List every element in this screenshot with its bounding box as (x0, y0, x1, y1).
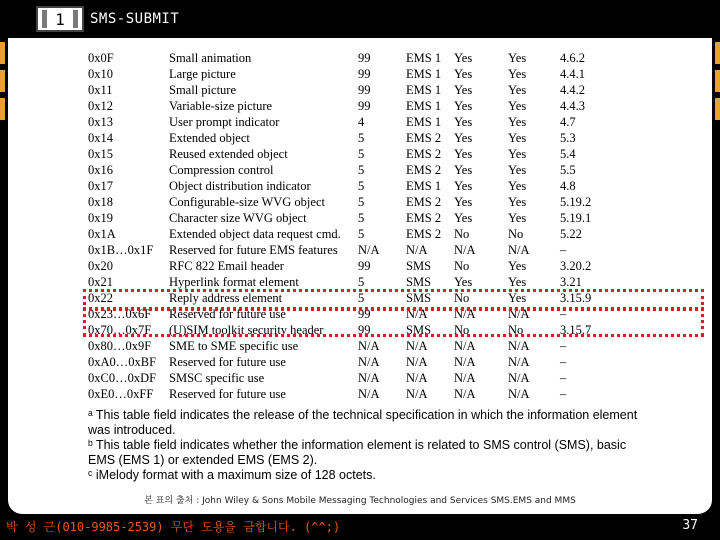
cell-ie-description: Reserved for future use (169, 387, 286, 401)
cell-repeatable: Yes (454, 51, 473, 65)
cell-category: EMS 1 (406, 67, 442, 81)
cell-spec-ref: 4.8 (560, 179, 576, 193)
highlight-box-reserved-usim (83, 307, 704, 337)
cell-max-length: 5 (358, 131, 365, 145)
cell-max-length: 99 (358, 259, 371, 273)
cell-ie-description: Compression control (169, 163, 274, 177)
cell-spec-ref: – (560, 307, 567, 321)
cell-in-sms: Yes (508, 195, 527, 209)
cell-repeatable: Yes (454, 99, 473, 113)
cell-iei-code: 0x16 (88, 163, 113, 177)
cell-max-length: 5 (358, 275, 365, 289)
cell-max-length: 4 (358, 115, 365, 129)
cell-ie-description: Reply address element (169, 291, 283, 305)
cell-repeatable: N/A (454, 371, 476, 385)
cell-category: N/A (406, 339, 428, 353)
cell-ie-description: Object distribution indicator (169, 179, 311, 193)
cell-spec-ref: 4.4.1 (560, 67, 585, 81)
cell-iei-code: 0x23…0x6F (88, 307, 152, 321)
side-tab-left-1 (0, 42, 5, 64)
cell-repeatable: Yes (454, 195, 473, 209)
cell-category: EMS 2 (406, 131, 442, 145)
cell-iei-code: 0x0F (88, 51, 114, 65)
cell-spec-ref: 3.21 (560, 275, 582, 289)
cell-category: SMS (406, 323, 432, 337)
cell-in-sms: Yes (508, 259, 527, 273)
cell-ie-description: Reserved for future use (169, 307, 286, 321)
cell-spec-ref: 5.22 (560, 227, 582, 241)
cell-iei-code: 0x1B…0x1F (88, 243, 154, 257)
cell-ie-description: User prompt indicator (169, 115, 280, 129)
cell-max-length: 5 (358, 227, 365, 241)
cell-in-sms: Yes (508, 211, 527, 225)
cell-category: N/A (406, 243, 428, 257)
slide-header (0, 0, 720, 38)
cell-spec-ref: – (560, 387, 567, 401)
cell-iei-code: 0xA0…0xBF (88, 355, 157, 369)
cell-iei-code: 0x21 (88, 275, 113, 289)
cell-max-length: 5 (358, 163, 365, 177)
cell-iei-code: 0x80…0x9F (88, 339, 152, 353)
cell-in-sms: Yes (508, 179, 527, 193)
cell-iei-code: 0x17 (88, 179, 113, 193)
cell-max-length: N/A (358, 243, 380, 257)
cell-in-sms: Yes (508, 291, 527, 305)
cell-max-length: 99 (358, 307, 371, 321)
cell-iei-code: 0xC0…0xDF (88, 371, 157, 385)
footnote-b: ᵇ This table field indicates whether the information element is related to SMS control (SMS), basic EMS (EMS 1) or extended EMS (EMS 2). (88, 438, 627, 467)
cell-category: N/A (406, 307, 428, 321)
cell-ie-description: Large picture (169, 67, 236, 81)
cell-repeatable: Yes (454, 67, 473, 81)
cell-ie-description: SME to SME specific use (169, 339, 299, 353)
cell-max-length: N/A (358, 339, 380, 353)
cell-ie-description: Hyperlink format element (169, 275, 299, 289)
cell-category: EMS 2 (406, 227, 442, 241)
cell-repeatable: No (454, 259, 470, 273)
cell-iei-code: 0x1A (88, 227, 116, 241)
cell-category: SMS (406, 259, 432, 273)
cell-in-sms: Yes (508, 275, 527, 289)
cell-ie-description: Variable-size picture (169, 99, 273, 113)
side-tab-right-3 (715, 98, 720, 120)
cell-spec-ref: – (560, 371, 567, 385)
cell-in-sms: N/A (508, 371, 530, 385)
cell-spec-ref: 3.15.7 (560, 323, 592, 337)
cell-category: SMS (406, 291, 432, 305)
cell-repeatable: No (454, 323, 470, 337)
side-tab-left-2 (0, 70, 5, 92)
cell-in-sms: No (508, 323, 524, 337)
cell-max-length: N/A (358, 387, 380, 401)
cell-spec-ref: 4.4.2 (560, 83, 585, 97)
cell-in-sms: N/A (508, 339, 530, 353)
cell-in-sms: Yes (508, 163, 527, 177)
cell-spec-ref: 5.19.1 (560, 211, 592, 225)
cell-category: EMS 1 (406, 99, 442, 113)
cell-category: EMS 1 (406, 51, 442, 65)
side-tab-right-1 (715, 42, 720, 64)
cell-spec-ref: 3.20.2 (560, 259, 592, 273)
cell-category: N/A (406, 355, 428, 369)
cell-max-length: 5 (358, 147, 365, 161)
cell-category: EMS 1 (406, 179, 442, 193)
cell-category: EMS 2 (406, 195, 442, 209)
cell-max-length: 99 (358, 99, 371, 113)
cell-iei-code: 0x22 (88, 291, 113, 305)
cell-repeatable: N/A (454, 243, 476, 257)
cell-ie-description: Reserved for future use (169, 355, 286, 369)
cell-category: EMS 1 (406, 115, 442, 129)
cell-repeatable: Yes (454, 179, 473, 193)
slide-title: SMS-SUBMIT (90, 11, 180, 27)
cell-repeatable: N/A (454, 339, 476, 353)
cell-max-length: 99 (358, 83, 371, 97)
cell-repeatable: Yes (454, 163, 473, 177)
cell-in-sms: Yes (508, 51, 527, 65)
cell-max-length: 5 (358, 291, 365, 305)
cell-spec-ref: 4.7 (560, 115, 576, 129)
cell-max-length: N/A (358, 371, 380, 385)
cell-iei-code: 0x15 (88, 147, 113, 161)
cell-repeatable: No (454, 291, 470, 305)
cell-ie-description: Reserved for future EMS features (169, 243, 338, 257)
cell-spec-ref: 5.3 (560, 131, 576, 145)
cell-repeatable: Yes (454, 131, 473, 145)
cell-repeatable: Yes (454, 115, 473, 129)
cell-ie-description: Reused extended object (169, 147, 288, 161)
cell-category: SMS (406, 275, 432, 289)
cell-ie-description: Small picture (169, 83, 236, 97)
cell-spec-ref: 5.19.2 (560, 195, 592, 209)
cell-iei-code: 0x12 (88, 99, 113, 113)
cell-iei-code: 0x20 (88, 259, 113, 273)
cell-ie-description: Extended object (169, 131, 250, 145)
cell-repeatable: Yes (454, 83, 473, 97)
cell-in-sms: Yes (508, 115, 527, 129)
cell-iei-code: 0xE0…0xFF (88, 387, 154, 401)
cell-repeatable: Yes (454, 147, 473, 161)
footnote-a: ᵃ This table field indicates the release of the technical specification in which the information element was introduced. (88, 408, 638, 437)
cell-ie-description: (U)SIM toolkit security header (169, 323, 324, 337)
cell-in-sms: N/A (508, 355, 530, 369)
cell-ie-description: Configurable-size WVG object (169, 195, 325, 209)
cell-repeatable: N/A (454, 307, 476, 321)
cell-ie-description: Character size WVG object (169, 211, 307, 225)
cell-in-sms: Yes (508, 99, 527, 113)
cell-in-sms: Yes (508, 67, 527, 81)
cell-repeatable: Yes (454, 275, 473, 289)
cell-category: EMS 2 (406, 147, 442, 161)
cell-ie-description: SMSC specific use (169, 371, 265, 385)
cell-spec-ref: 4.4.3 (560, 99, 585, 113)
cell-in-sms: N/A (508, 387, 530, 401)
cell-iei-code: 0x11 (88, 83, 113, 97)
table-footnotes (88, 408, 648, 483)
cell-repeatable: Yes (454, 211, 473, 225)
cell-max-length: N/A (358, 355, 380, 369)
cell-repeatable: N/A (454, 355, 476, 369)
cell-iei-code: 0x14 (88, 131, 113, 145)
cell-max-length: 99 (358, 323, 371, 337)
footer-copyright: 박 성 근(010-9985-2539) 무단 도용을 금합니다. (^^;) (6, 520, 341, 534)
cell-ie-description: Small animation (169, 51, 252, 65)
cell-ie-description: Extended object data request cmd. (169, 227, 341, 241)
cell-category: EMS 2 (406, 163, 442, 177)
cell-in-sms: Yes (508, 131, 527, 145)
cell-spec-ref: 5.4 (560, 147, 576, 161)
cell-iei-code: 0x19 (88, 211, 113, 225)
cell-spec-ref: – (560, 355, 567, 369)
cell-max-length: 5 (358, 179, 365, 193)
side-tab-left-3 (0, 98, 5, 120)
cell-spec-ref: – (560, 339, 567, 353)
cell-iei-code: 0x13 (88, 115, 113, 129)
cell-category: EMS 1 (406, 83, 442, 97)
cell-in-sms: Yes (508, 83, 527, 97)
cell-repeatable: No (454, 227, 470, 241)
cell-spec-ref: 4.6.2 (560, 51, 585, 65)
cell-category: N/A (406, 371, 428, 385)
cell-in-sms: N/A (508, 307, 530, 321)
table-source-caption: 본 표의 출처 : John Wiley & Sons Mobile Messaging Technologies and Services SMS.EMS and MMS (144, 496, 576, 506)
cell-in-sms: No (508, 227, 524, 241)
slide-number: 1 (55, 10, 65, 29)
cell-spec-ref: 3.15.9 (560, 291, 592, 305)
side-tab-right-2 (715, 70, 720, 92)
cell-repeatable: N/A (454, 387, 476, 401)
cell-in-sms: Yes (508, 147, 527, 161)
cell-iei-code: 0x10 (88, 67, 113, 81)
cell-iei-code: 0x18 (88, 195, 113, 209)
cell-max-length: 99 (358, 51, 371, 65)
slide-number-badge (36, 6, 84, 32)
cell-spec-ref: – (560, 243, 567, 257)
cell-in-sms: N/A (508, 243, 530, 257)
cell-ie-description: RFC 822 Email header (169, 259, 284, 273)
cell-category: EMS 2 (406, 211, 442, 225)
page-number: 37 (682, 518, 698, 533)
cell-max-length: 99 (358, 67, 371, 81)
cell-category: N/A (406, 387, 428, 401)
cell-max-length: 5 (358, 211, 365, 225)
footnote-c: ᶜ iMelody format with a maximum size of 128 octets. (88, 468, 376, 482)
cell-max-length: 5 (358, 195, 365, 209)
cell-iei-code: 0x70…0x7F (88, 323, 152, 337)
cell-spec-ref: 5.5 (560, 163, 576, 177)
